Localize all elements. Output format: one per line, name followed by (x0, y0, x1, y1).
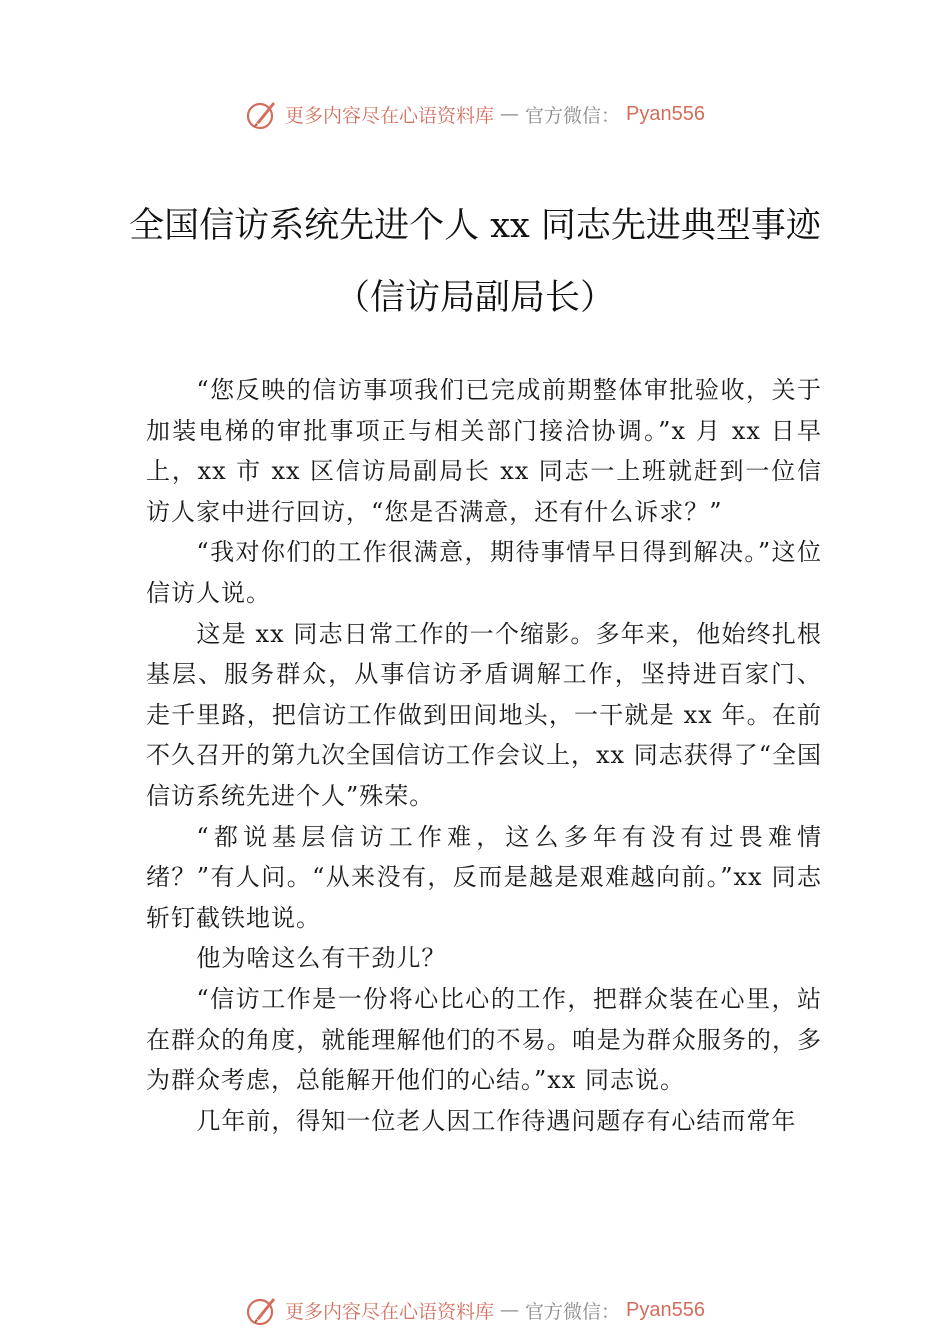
watermark-wechat-id: Pyan556 (626, 1298, 705, 1321)
document-title: 全国信访系统先进个人 xx 同志先进典型事迹（信访局副局长） (129, 206, 821, 318)
document-body (146, 370, 822, 1141)
watermark-wechat-id: Pyan556 (626, 102, 705, 125)
quill-pen-circle-icon (245, 1293, 279, 1327)
paragraph: “信访工作是一份将心比心的工作，把群众装在心里，站在群众的角度，就能理解他们的不易。咱是为群众服务的，多为群众考虑，总能解开他们的心结。”xx 同志说。 (146, 984, 822, 1095)
paragraph: “都说基层信访工作难，这么多年有没有过畏难情绪？”有人问。“从来没有，反而是越是艰难越向前。”xx 同志斩钉截铁地说。 (146, 822, 822, 932)
watermark-wechat-label: 官方微信： (525, 1300, 621, 1323)
paragraph: 他为啥这么有干劲儿？ (196, 944, 447, 973)
paragraph: 这是 xx 同志日常工作的一个缩影。多年来，他始终扎根基层、服务群众，从事信访矛盾调解工作，坚持进百家门、 走千里路，把信访工作做到田间地头，一干就是 xx 年。在前不久召开的第九次全国信访工作会议上，xx 同志获得了“全国信访系统先进个人”殊荣。 (146, 619, 822, 810)
watermark-wechat-label: 官方微信： (525, 104, 621, 127)
footer-watermark (0, 1290, 950, 1330)
paragraph: “我对你们的工作很满意，期待事情早日得到解决。”这位信访人说。 (146, 538, 822, 607)
watermark-separator: — (500, 1299, 520, 1321)
paragraph: 几年前，得知一位老人因工作待遇问题存有心结而常年 (196, 1106, 797, 1135)
paragraph: “您反映的信访事项我们已完成前期整体审批验收，关于加装电梯的审批事项正与相关部门接洽协调。”x 月 xx 日早上，xx 市 xx 区信访局副局长 xx 同志一上班就赶到一位信访人家中进行回访，“您是否满意，还有什么诉求？” (146, 376, 822, 526)
watermark-brand: 更多内容尽在心语资料库 (285, 104, 495, 127)
quill-pen-circle-icon (245, 97, 279, 131)
header-watermark (0, 94, 950, 134)
watermark-brand: 更多内容尽在心语资料库 (285, 1300, 495, 1323)
watermark-separator: — (500, 103, 520, 125)
